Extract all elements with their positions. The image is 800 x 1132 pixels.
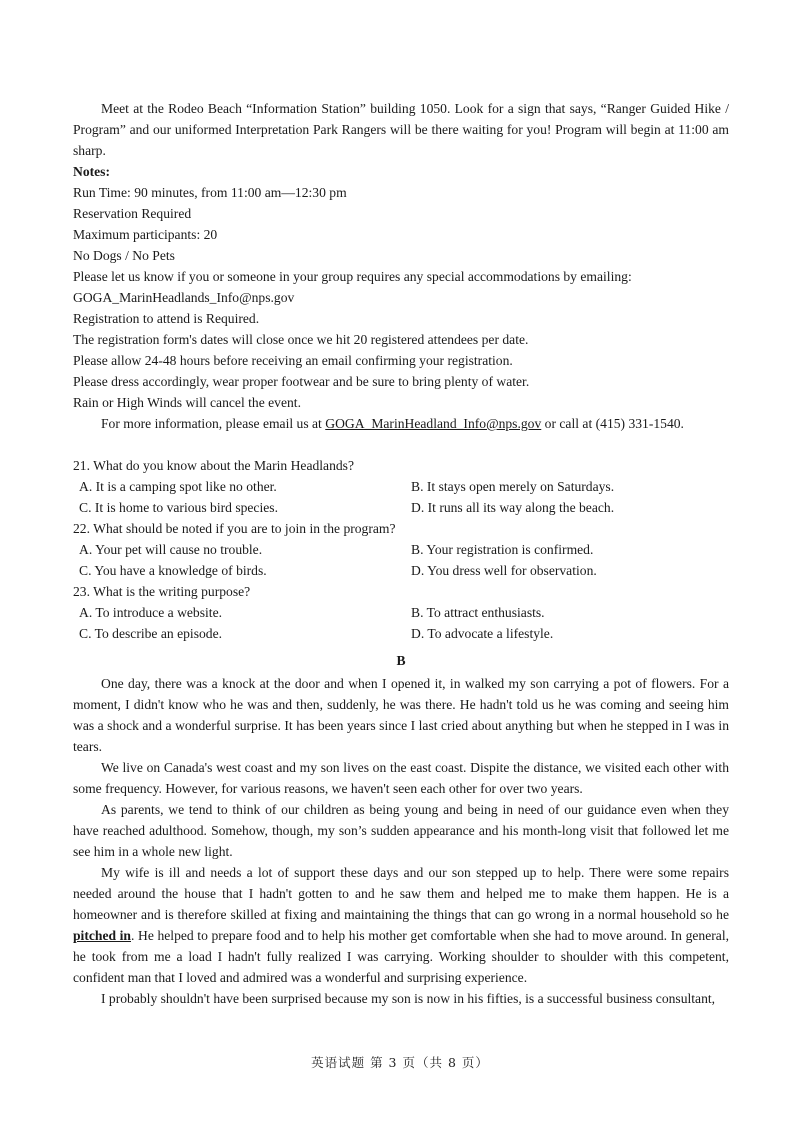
- passage-b-paragraph-2: We live on Canada's west coast and my son lives on the east coast. Dispite the distance, we visited each other with some frequency. However, for various reasons, we haven't seen each other for over two years.: [73, 760, 729, 796]
- passage-b-paragraph-1: One day, there was a knock at the door and when I opened it, in walked my son carrying a pot of flowers. For a moment, I didn't know who he was and then, suddenly, he was there. He hadn't told us he was coming and seeing him was a shock and a wonderful surprise. It has been years since I last cried about anything but when he stepped in I was in tears.: [73, 676, 729, 754]
- note-item: Maximum participants: 20: [73, 227, 218, 242]
- more-info: [73, 413, 729, 434]
- passage-b-paragraph-3: As parents, we tend to think of our children as being young and being in need of our guidance even when they have reached adulthood. Somehow, though, my son’s sudden appearance and his month-long visit that followed let me see him in a whole new light.: [73, 802, 729, 859]
- question-stem: 21. What do you know about the Marin Headlands?: [73, 458, 355, 473]
- question-21: [73, 455, 729, 518]
- notes-list: [73, 182, 729, 413]
- note-item: Please let us know if you or someone in your group requires any special accommodations by emailing:: [73, 269, 632, 284]
- option-b: B. Your registration is confirmed.: [411, 542, 594, 557]
- passage-b-paragraph-4: [73, 862, 729, 988]
- option-d: D. It runs all its way along the beach.: [411, 500, 615, 515]
- option-c: C. To describe an episode.: [79, 626, 223, 641]
- passage-b-title: B: [396, 653, 406, 668]
- note-item: Rain or High Winds will cancel the event.: [73, 395, 301, 410]
- question-stem: 23. What is the writing purpose?: [73, 584, 251, 599]
- note-email: GOGA_MarinHeadlands_Info@nps.gov: [73, 290, 295, 305]
- contact-email-link[interactable]: GOGA_MarinHeadland_Info@nps.gov: [325, 416, 542, 431]
- more-info-phone: or call at (415) 331-1540.: [541, 416, 684, 431]
- note-item: The registration form's dates will close once we hit 20 registered attendees per date.: [73, 332, 529, 347]
- option-d: D. To advocate a lifestyle.: [411, 626, 554, 641]
- option-d: D. You dress well for observation.: [411, 563, 597, 578]
- passage-b-paragraph-5: I probably shouldn't have been surprised because my son is now in his fifties, is a successful business consultant,: [101, 991, 716, 1006]
- exam-page: [73, 98, 729, 1009]
- notes-heading: Notes:: [73, 164, 110, 179]
- underlined-phrase: pitched in: [73, 928, 131, 943]
- option-c: C. It is home to various bird species.: [79, 500, 278, 515]
- page-footer: 英语试题 第 3 页（共 8 页）: [311, 1055, 489, 1070]
- note-item: Reservation Required: [73, 206, 192, 221]
- question-stem: 22. What should be noted if you are to join in the program?: [73, 521, 396, 536]
- paragraph-4-text: My wife is ill and needs a lot of support these days and our son stepped up to help. There were some repairs needed around the house that I hadn't gotten to and he saw them and helped me to make them happen. He is a homeowner and is therefore skilled at fixing and maintaining the things that can go wrong in a normal household so he: [73, 865, 729, 922]
- note-item: Please dress accordingly, wear proper footwear and be sure to bring plenty of water.: [73, 374, 530, 389]
- option-c: C. You have a knowledge of birds.: [79, 563, 267, 578]
- more-info-text: For more information, please email us at: [101, 416, 326, 431]
- paragraph-4-text: . He helped to prepare food and to help his mother get comfortable when she had to move around. In general, he took from me a load I hadn't fully realized I was carrying. Working shoulder to shoulder with this competent, confident man that I loved and admired was a wonderful and surprising experience.: [73, 928, 729, 985]
- note-item: No Dogs / No Pets: [73, 248, 175, 263]
- note-item: Run Time: 90 minutes, from 11:00 am—12:30 pm: [73, 185, 347, 200]
- option-b: B. It stays open merely on Saturdays.: [411, 479, 615, 494]
- note-item: Please allow 24-48 hours before receiving an email confirming your registration.: [73, 353, 513, 368]
- question-23: [73, 581, 729, 644]
- note-item: Registration to attend is Required.: [73, 311, 260, 326]
- passage-a-intro: Meet at the Rodeo Beach “Information Station” building 1050. Look for a sign that says, “Ranger Guided Hike / Program” and our uniformed Interpretation Park Rangers will be there waiting for you! Program will begin at 11:00 am sharp.: [73, 101, 729, 158]
- option-b: B. To attract enthusiasts.: [411, 605, 545, 620]
- question-22: [73, 518, 729, 581]
- option-a: A. Your pet will cause no trouble.: [79, 542, 263, 557]
- option-a: A. To introduce a website.: [79, 605, 223, 620]
- option-a: A. It is a camping spot like no other.: [79, 479, 277, 494]
